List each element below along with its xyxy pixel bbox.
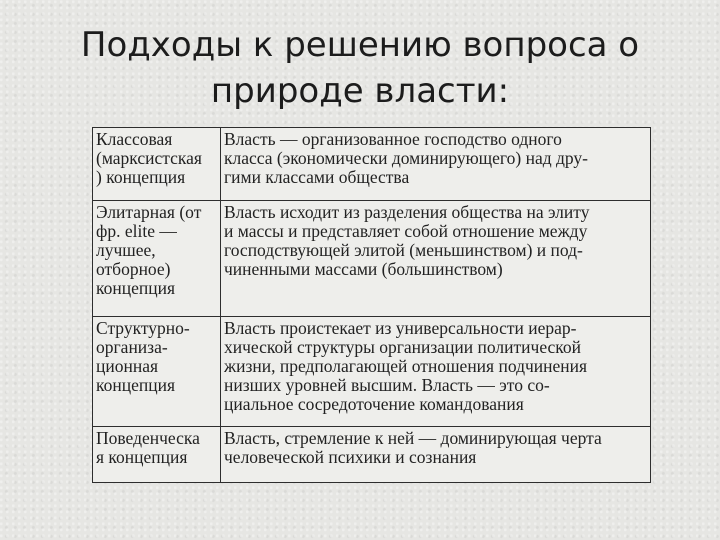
concept-name-cell: Структурно- организа- ционная концепция [93, 317, 221, 427]
slide-title [0, 22, 720, 114]
table-row [93, 128, 651, 201]
concept-description-cell: Власть — организованное господство одного класса (экономически доминирующего) над дру- гими классами общества [221, 128, 651, 201]
concept-name-cell: Поведенческа я концепция [93, 427, 221, 483]
table-row [93, 317, 651, 427]
table-row [93, 427, 651, 483]
title-line-1: Подходы к решению вопроса о [80, 25, 640, 65]
concept-name-cell: Классовая (марксистская ) концепция [93, 128, 221, 201]
concept-description-cell: Власть исходит из разделения общества на элиту и массы и представляет собой отношение между господствующей элитой (меньшинством) и под- чиненными массами (большинством) [221, 201, 651, 317]
concept-description-cell: Власть, стремление к ней — доминирующая черта человеческой психики и сознания [221, 427, 651, 483]
table-row [93, 201, 651, 317]
concept-name-cell: Элитарная (от фр. elite — лучшее, отборное) концепция [93, 201, 221, 317]
title-line-2: природе власти: [210, 71, 510, 111]
concept-description-cell: Власть проистекает из универсальности иерар- хической структуры организации политической жизни, предполагающей отношения подчинения низших уровней высшим. Власть — это со- циальное сосредоточение командования [221, 317, 651, 427]
concepts-table [92, 127, 651, 483]
